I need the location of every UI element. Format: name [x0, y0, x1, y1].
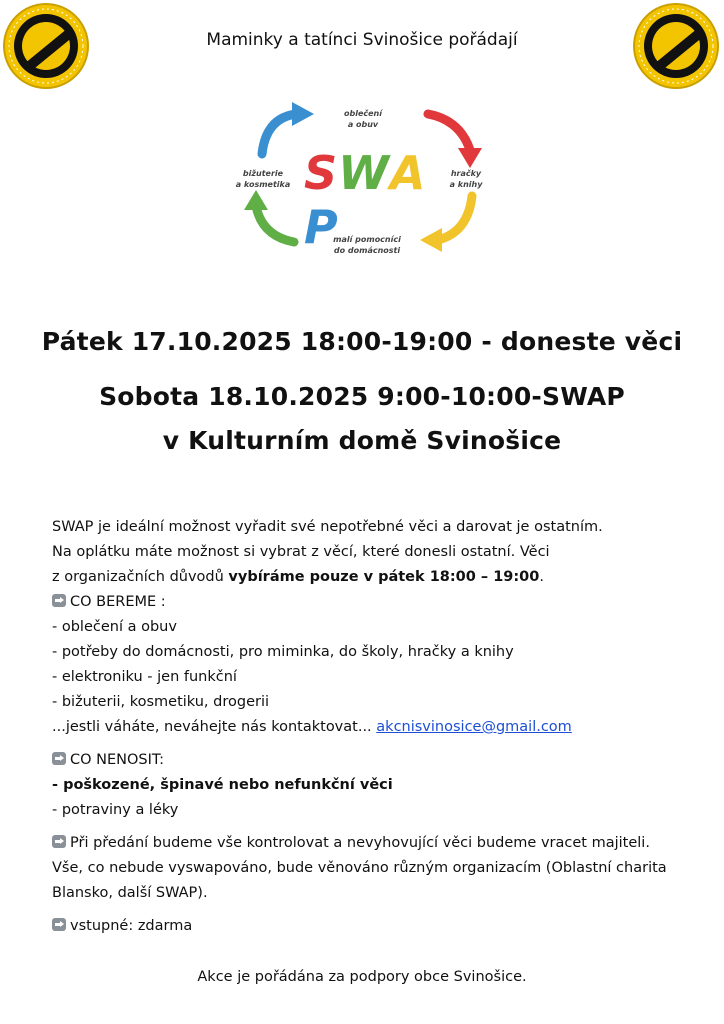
arrow-right-icon: [52, 835, 66, 848]
reject-item-food: - potraviny a léky: [52, 802, 179, 818]
logo-letter-w: W: [338, 146, 390, 200]
admission-line: [52, 914, 692, 939]
accept-item: - elektroniku - jen funkční: [52, 669, 237, 685]
logo-label-top: oblečení a obuv: [344, 109, 382, 129]
reject-heading-text: CO NENOSIT:: [70, 752, 165, 768]
arrow-right-icon: [52, 594, 66, 607]
notice-line-1: [52, 831, 692, 856]
logo-letter-a: A: [389, 146, 427, 200]
intro-line-1: SWAP je ideální možnost vyřadit své nepotřebné věci a darovat je ostatním.: [52, 519, 603, 535]
logo-label-bottom: malí pomocníci do domácnosti: [333, 235, 401, 255]
accept-heading: [52, 590, 692, 615]
contact-line: [52, 715, 692, 740]
intro-line-3: [52, 565, 692, 590]
intro-line-3-bold: vybíráme pouze v pátek 18:00 – 19:00: [228, 569, 540, 585]
accept-item: - oblečení a obuv: [52, 619, 177, 635]
arrow-right-icon: [52, 752, 66, 765]
reject-item-damaged: - poškozené, špinavé nebo nefunkční věci: [52, 777, 393, 793]
intro-line-3-suffix: .: [539, 569, 544, 585]
body-text: [52, 515, 692, 939]
email-link[interactable]: akcnisvinosice@gmail.com: [376, 719, 572, 735]
footer-sponsor: Akce je pořádána za podpory obce Svinošice.: [197, 969, 527, 985]
headline-venue: v Kulturním domě Svinošice: [162, 426, 562, 455]
notice-line-1-text: Při předání budeme vše kontrolovat a nevyhovující věci budeme vracet majiteli.: [70, 835, 650, 851]
logo-label-left: bižuterie a kosmetika: [235, 169, 291, 189]
intro-line-3-prefix: z organizačních důvodů: [52, 569, 229, 585]
organizer-line: Maminky a tatínci Svinošice pořádají: [206, 30, 518, 50]
contact-prefix: ...jestli váháte, neváhejte nás kontaktovat...: [52, 719, 377, 735]
notice-line-2: Vše, co nebude vyswapováno, bude věnováno různým organizacím (Oblastní charita: [52, 860, 667, 876]
headline-friday: Pátek 17.10.2025 18:00-19:00 - doneste věci: [41, 327, 683, 356]
accept-heading-text: CO BEREME :: [70, 594, 166, 610]
notice-line-3: Blansko, další SWAP).: [52, 885, 208, 901]
logo-letter-p: P: [304, 200, 339, 254]
admission-text: vstupné: zdarma: [70, 918, 193, 934]
swap-logo: [232, 96, 492, 260]
logo-letter-s: S: [304, 146, 339, 200]
reject-heading: [52, 748, 692, 773]
headline-saturday: Sobota 18.10.2025 9:00-10:00-SWAP: [99, 382, 625, 411]
arrow-right-icon: [52, 918, 66, 931]
logo-label-right: hračky a knihy: [449, 169, 483, 189]
intro-line-2: Na oplátku máte možnost si vybrat z věcí, které donesli ostatní. Věci: [52, 544, 550, 560]
accept-item: - bižuterii, kosmetiku, drogerii: [52, 694, 270, 710]
accept-item: - potřeby do domácnosti, pro miminka, do školy, hračky a knihy: [52, 644, 514, 660]
